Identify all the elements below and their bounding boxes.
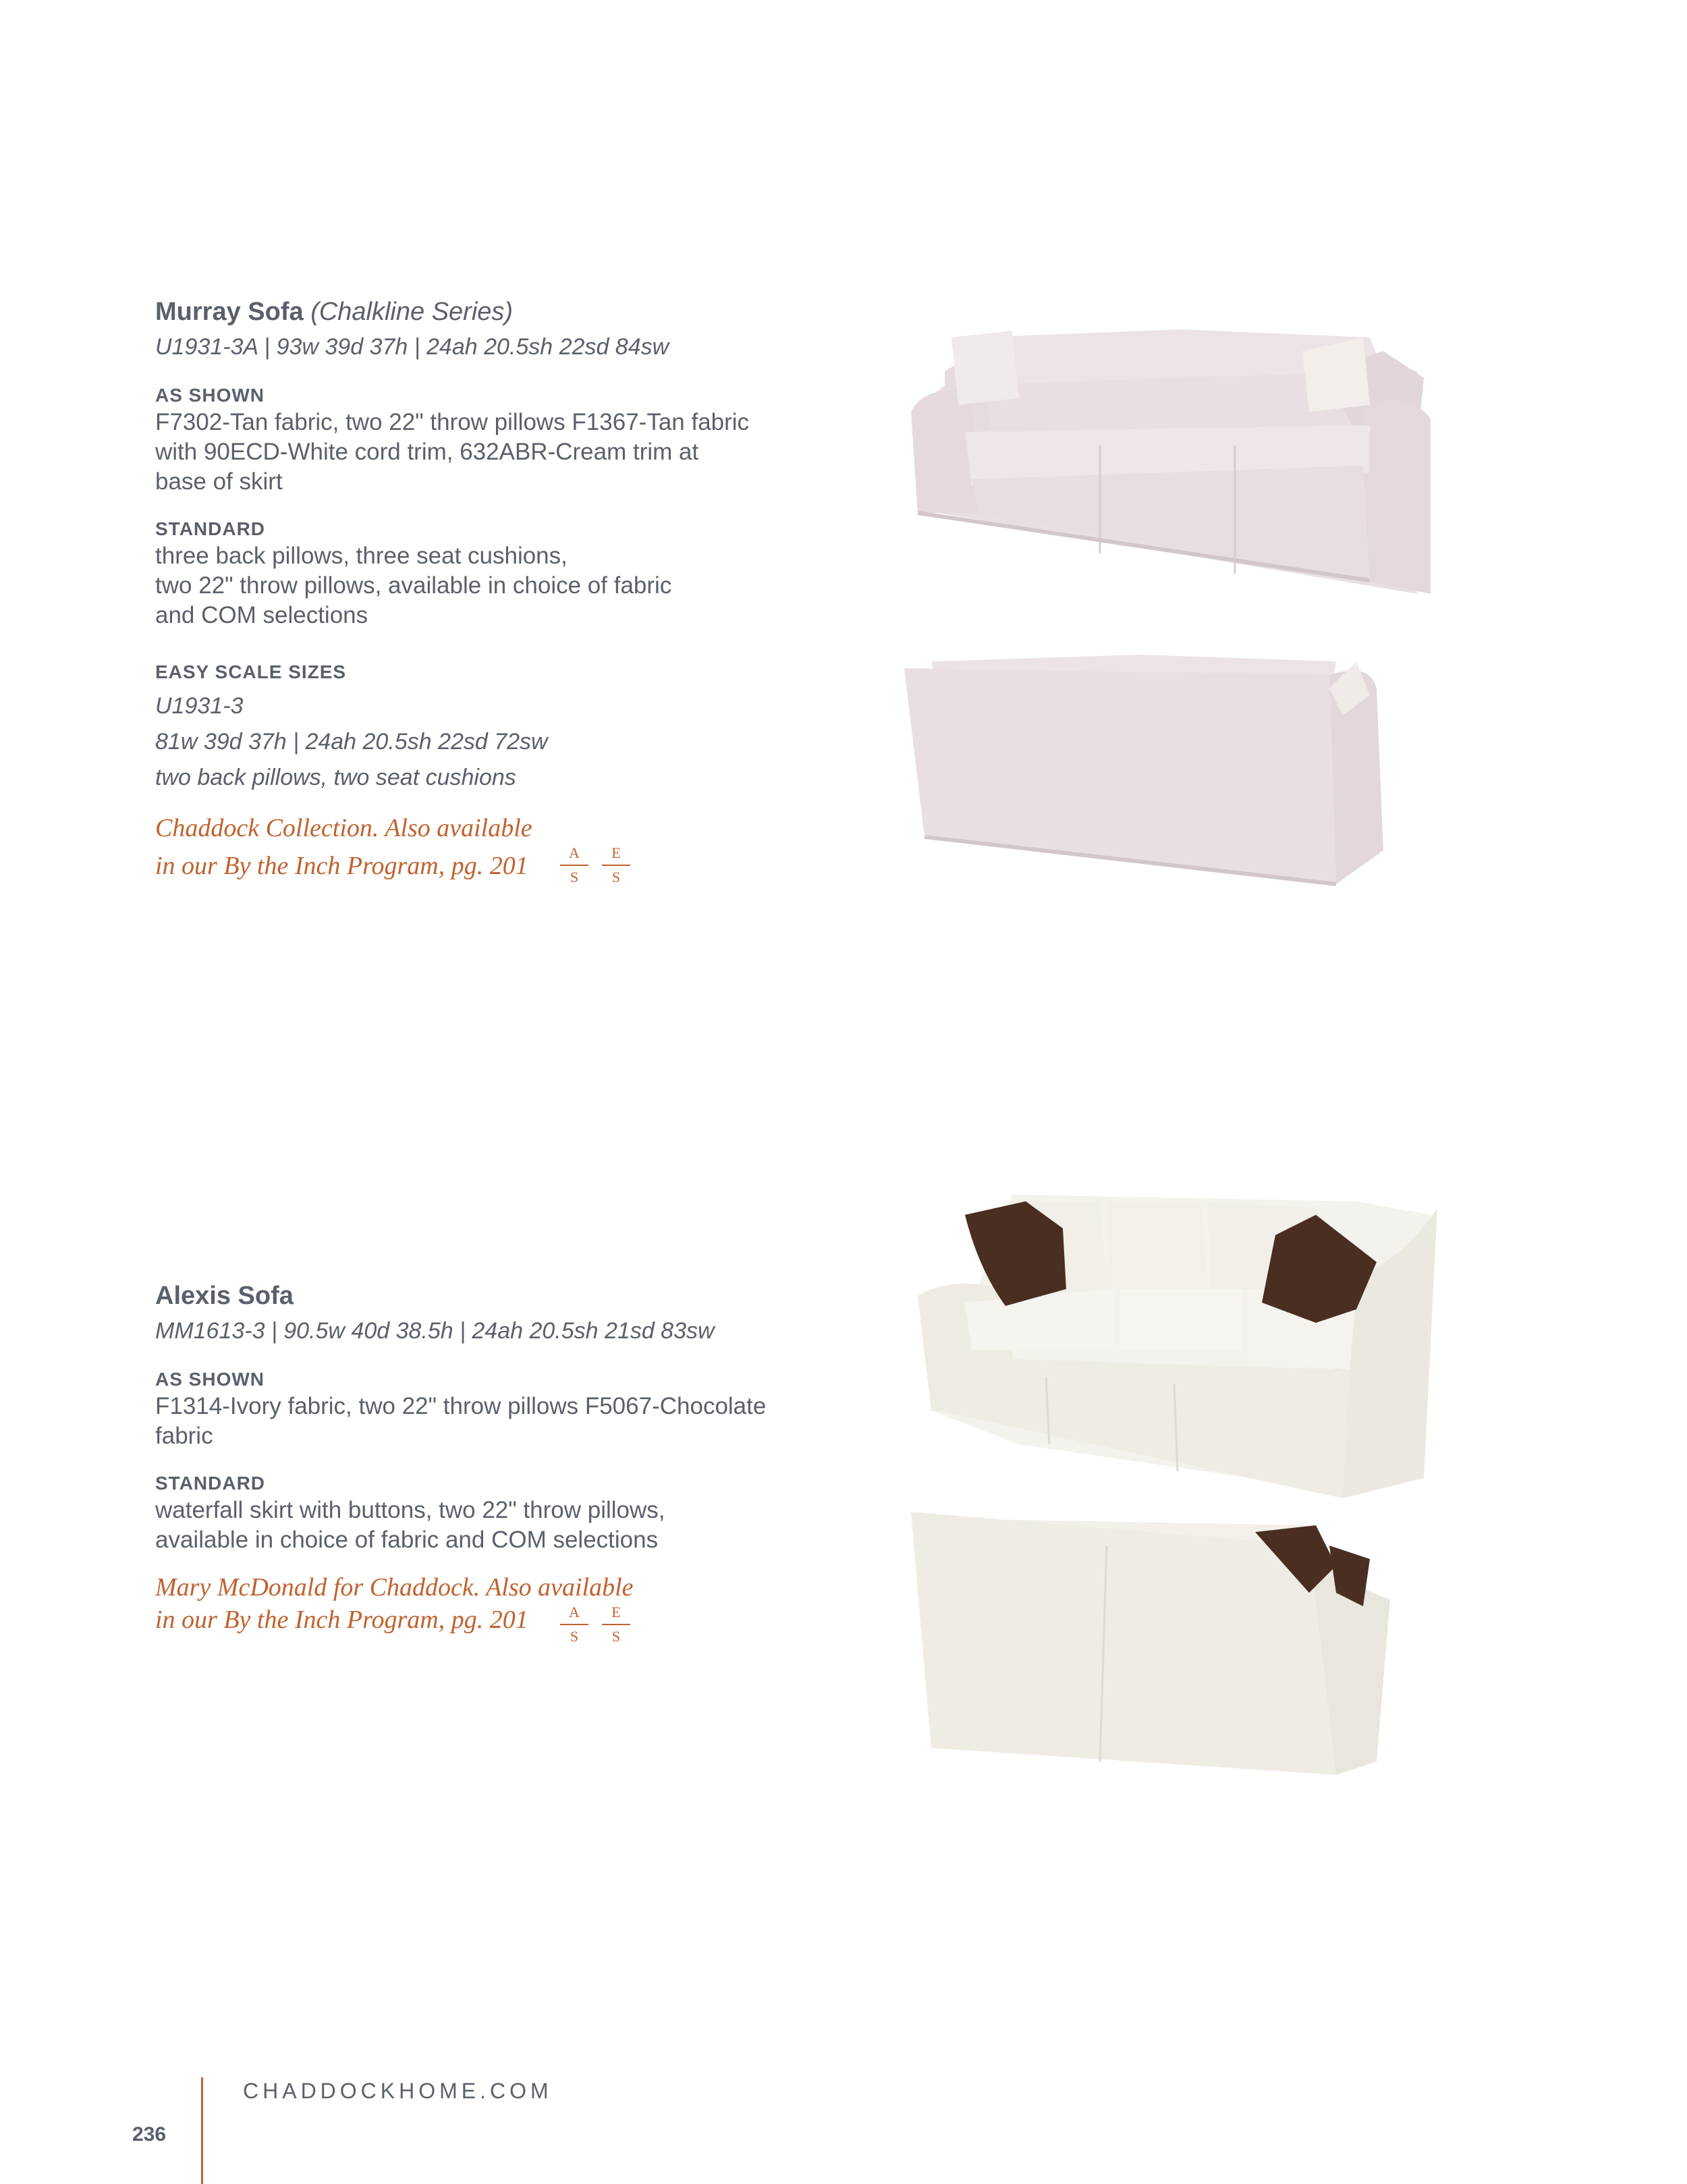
as-shown-text bbox=[155, 408, 870, 497]
product-specs: U1931-3A | 93w 39d 37h | 24ah 20.5sh 22sd 84sw bbox=[155, 334, 669, 360]
badge-letter: A bbox=[569, 1604, 580, 1620]
alexis-sofa-info bbox=[155, 1280, 870, 1645]
easy-scale-specs: 81w 39d 37h | 24ah 20.5sh 22sd 72sw bbox=[155, 729, 548, 755]
promo-line: Mary McDonald for Chaddock. Also available bbox=[155, 1573, 634, 1602]
footer-divider bbox=[201, 2077, 203, 2184]
promo-line: Chaddock Collection. Also available bbox=[155, 814, 532, 842]
badge-letter: S bbox=[611, 1628, 621, 1645]
badge-fraction-e bbox=[599, 844, 633, 886]
text-line: F1314-Ivory fabric, two 22" throw pillows F5067-Chocolate bbox=[155, 1393, 767, 1419]
standard-label: STANDARD bbox=[155, 518, 266, 539]
promo-text bbox=[155, 809, 870, 885]
badge-letter: S bbox=[570, 869, 579, 885]
text-line: and COM selections bbox=[155, 602, 368, 628]
text-line: base of skirt bbox=[155, 468, 283, 495]
as-shown-text bbox=[155, 1392, 870, 1451]
page-number: 236 bbox=[132, 2123, 167, 2146]
promo-line: in our By the Inch Program, pg. 201 bbox=[155, 852, 528, 880]
as-shown-label: AS SHOWN bbox=[155, 385, 265, 406]
product-specs: MM1613-3 | 90.5w 40d 38.5h | 24ah 20.5sh 21sd 83sw bbox=[155, 1318, 715, 1344]
ases-badge-icon bbox=[557, 1604, 638, 1651]
badge-fraction-a bbox=[557, 1604, 591, 1645]
murray-sofa-back-image bbox=[897, 634, 1437, 891]
text-line: with 90ECD-White cord trim, 632ABR-Cream trim at bbox=[155, 439, 699, 465]
text-line: F7302-Tan fabric, two 22" throw pillows F1367-Tan fabric bbox=[155, 409, 750, 435]
product-series: (Chalkline Series) bbox=[310, 298, 514, 326]
product-name: Murray Sofa bbox=[155, 298, 304, 326]
promo-line: in our By the Inch Program, pg. 201 bbox=[155, 1606, 528, 1634]
standard-text bbox=[155, 541, 870, 630]
badge-fraction-e bbox=[599, 1604, 633, 1645]
badge-fraction-a bbox=[557, 844, 591, 886]
footer-site-link[interactable]: CHADDOCKHOME.COM bbox=[243, 2079, 553, 2103]
text-line: three back pillows, three seat cushions, bbox=[155, 543, 568, 569]
badge-letter: S bbox=[611, 869, 621, 885]
text-line: two 22" throw pillows, available in choice of fabric bbox=[155, 572, 672, 599]
murray-sofa-info bbox=[155, 296, 870, 885]
easy-scale-label: EASY SCALE SIZES bbox=[155, 661, 347, 682]
product-title bbox=[155, 296, 870, 328]
badge-letter: E bbox=[611, 844, 621, 861]
standard-text bbox=[155, 1496, 870, 1555]
promo-text bbox=[155, 1571, 870, 1645]
murray-sofa-front-image bbox=[897, 310, 1437, 607]
standard-label: STANDARD bbox=[155, 1473, 266, 1494]
alexis-sofa-back-image bbox=[904, 1505, 1404, 1789]
badge-letter: S bbox=[570, 1628, 579, 1645]
badge-letter: A bbox=[569, 844, 580, 861]
ases-badge-icon bbox=[557, 844, 638, 892]
text-line: fabric bbox=[155, 1423, 213, 1449]
text-line: waterfall skirt with buttons, two 22" throw pillows, bbox=[155, 1497, 665, 1523]
text-line: available in choice of fabric and COM selections bbox=[155, 1527, 659, 1553]
badge-letter: E bbox=[611, 1604, 621, 1620]
easy-scale-note: two back pillows, two seat cushions bbox=[155, 765, 516, 790]
product-name: Alexis Sofa bbox=[155, 1282, 294, 1310]
alexis-sofa-front-image bbox=[911, 1188, 1437, 1505]
as-shown-label: AS SHOWN bbox=[155, 1369, 265, 1390]
easy-scale-model: U1931-3 bbox=[155, 693, 244, 719]
